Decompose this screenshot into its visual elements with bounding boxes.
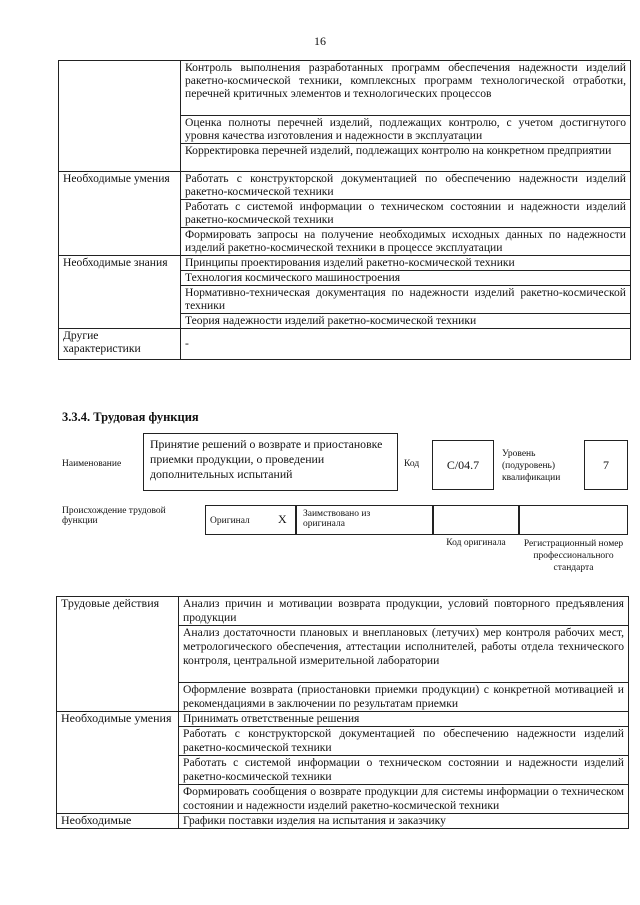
original-cell xyxy=(205,505,296,535)
table-row xyxy=(59,172,631,200)
code-original-cell xyxy=(433,505,519,535)
origin-label: Происхождение трудовой функции xyxy=(62,506,166,526)
table-cell: Контроль выполнения разработанных программ обеспечения надежности изделий ракетно-космической техники, комплексных программ технологической отработки, перечней критичных элементов и технологических процессов xyxy=(181,61,631,116)
row-label: Необходимые xyxy=(57,814,179,829)
row-label: Необходимые умения xyxy=(59,172,181,256)
table-cell: Формировать запросы на получение необходимых исходных данных по надежности изделий ракетно-космической техники в процессе эксплуатации xyxy=(181,228,631,256)
table-cell: Технология космического машиностроения xyxy=(181,271,631,286)
level-label: Уровень (подуровень) квалификации xyxy=(502,449,561,483)
original-label: Оригинал xyxy=(210,516,250,526)
code-box: С/04.7 xyxy=(432,440,494,490)
table-cell: Принимать ответственные решения xyxy=(179,712,629,727)
row-label xyxy=(59,61,181,172)
table-cell: Анализ причин и мотивации возврата продукции, условий повторного предъявления продукции xyxy=(179,597,629,626)
table-cell: Работать с системой информации о техническом состоянии и надежности изделий ракетно-космической техники xyxy=(181,200,631,228)
table-cell: Работать с конструкторской документацией по обеспечению надежности изделий ракетно-космической техники xyxy=(179,727,629,756)
table-cell: Работать с системой информации о техническом состоянии и надежности изделий ракетно-космической техники xyxy=(179,756,629,785)
table-cell: Нормативно-техническая документация по надежности изделий ракетно-космической техники xyxy=(181,286,631,314)
table-cell: - xyxy=(181,329,631,360)
row-label: Необходимые знания xyxy=(59,256,181,329)
table-row xyxy=(59,329,631,360)
table-continuation xyxy=(58,60,631,360)
borrowed-cell xyxy=(296,505,433,535)
page-number: 16 xyxy=(314,34,326,48)
borrowed-label: Заимствовано из оригинала xyxy=(303,509,371,529)
row-label: Трудовые действия xyxy=(57,597,179,712)
name-label: Наименование xyxy=(62,459,122,469)
reg-number-cell xyxy=(519,505,628,535)
section-title: 3.3.4. Трудовая функция xyxy=(62,410,199,424)
code-label: Код xyxy=(404,459,420,469)
table-cell: Оформление возврата (приостановки приемки продукции) с конкретной мотивацией и рекомендациями в заключении по результатам приемки xyxy=(179,683,629,712)
table-cell: Корректировка перечней изделий, подлежащих контролю на конкретном предприятии xyxy=(181,144,631,172)
original-mark: X xyxy=(278,512,287,526)
code-original-label: Код оригинала xyxy=(446,538,506,548)
table-cell: Формировать сообщения о возврате продукции для системы информации о техническом состоянии и надежности изделий ракетно-космической техники xyxy=(179,785,629,814)
table-cell: Теория надежности изделий ракетно-космической техники xyxy=(181,314,631,329)
table-cell: Оценка полноты перечней изделий, подлежащих контролю, с учетом достигнутого уровня качества изготовления и надежности в эксплуатации xyxy=(181,116,631,144)
table-cell: Принципы проектирования изделий ракетно-космической техники xyxy=(181,256,631,271)
table-cell: Анализ достаточности плановых и внеплановых (летучих) мер контроля рабочих мест, метрологического обеспечения, аттестации исполнителей, работы отдела технического контроля, центральной измерительной лаборатории xyxy=(179,626,629,683)
reg-number-label: Регистрационный номер профессионального стандарта xyxy=(523,539,624,573)
row-label: Необходимые умения xyxy=(57,712,179,814)
level-box: 7 xyxy=(584,440,628,490)
table-row xyxy=(59,256,631,271)
table-cell: Графики поставки изделия на испытания и заказчику xyxy=(179,814,629,829)
row-label: Другие характеристики xyxy=(59,329,181,360)
table-row xyxy=(57,712,629,727)
table-cell: Работать с конструкторской документацией по обеспечению надежности изделий ракетно-космической техники xyxy=(181,172,631,200)
table-row xyxy=(59,61,631,116)
work-function-table xyxy=(56,596,629,829)
function-name-box: Принятие решений о возврате и приостановке приемки продукции, о проведении дополнительных испытаний xyxy=(143,433,398,491)
table-row xyxy=(57,597,629,626)
table-row xyxy=(57,814,629,829)
